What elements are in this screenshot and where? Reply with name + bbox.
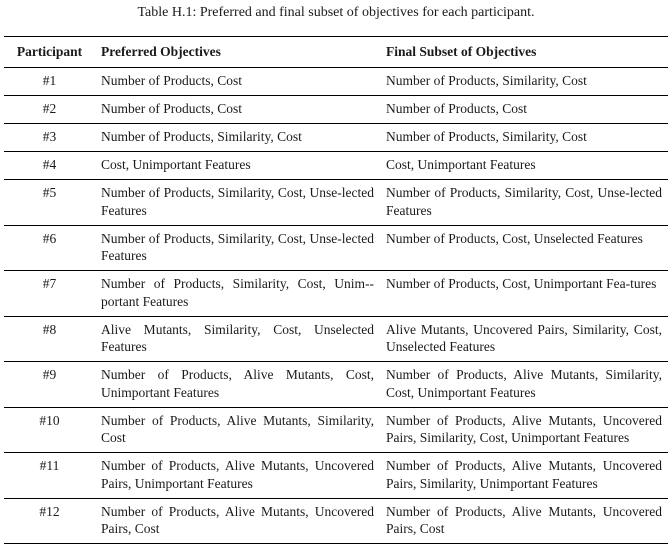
- table-row: [4, 407, 668, 453]
- objectives-table: [4, 36, 668, 544]
- preferred-cell: Number of Products, Similarity, Cost, Unim-portant Features: [95, 271, 380, 317]
- final-cell: Number of Products, Alive Mutants, Uncovered Pairs, Similarity, Cost, Unimportant Features: [380, 407, 668, 453]
- table-row: [4, 453, 668, 499]
- header-preferred-objectives: Preferred Objectives: [95, 37, 380, 68]
- participant-cell: #8: [4, 316, 95, 362]
- participant-cell: #12: [4, 498, 95, 544]
- preferred-cell: Number of Products, Similarity, Cost: [95, 124, 380, 152]
- final-cell: Number of Products, Similarity, Cost, Unse-lected Features: [380, 180, 668, 226]
- table-row: [4, 225, 668, 271]
- preferred-cell: Number of Products, Alive Mutants, Uncovered Pairs, Unimportant Features: [95, 453, 380, 499]
- participant-cell: #11: [4, 453, 95, 499]
- final-cell: Number of Products, Alive Mutants, Uncovered Pairs, Similarity, Unimportant Features: [380, 453, 668, 499]
- participant-cell: #1: [4, 68, 95, 96]
- participant-cell: #7: [4, 271, 95, 317]
- preferred-cell: Alive Mutants, Similarity, Cost, Unselected Features: [95, 316, 380, 362]
- participant-cell: #9: [4, 362, 95, 408]
- participant-cell: #2: [4, 96, 95, 124]
- final-cell: Number of Products, Similarity, Cost: [380, 68, 668, 96]
- final-cell: Number of Products, Similarity, Cost: [380, 124, 668, 152]
- preferred-cell: Number of Products, Cost: [95, 96, 380, 124]
- participant-cell: #5: [4, 180, 95, 226]
- header-final-subset: Final Subset of Objectives: [380, 37, 668, 68]
- preferred-cell: Number of Products, Similarity, Cost, Unse-lected Features: [95, 225, 380, 271]
- table-row: [4, 271, 668, 317]
- table-caption: Table H.1: Preferred and final subset of objectives for each participant.: [137, 5, 535, 20]
- final-cell: Cost, Unimportant Features: [380, 152, 668, 180]
- table-row: [4, 152, 668, 180]
- participant-cell: #6: [4, 225, 95, 271]
- table-row: [4, 362, 668, 408]
- final-cell: Number of Products, Cost, Unimportant Fea-tures: [380, 271, 668, 317]
- final-cell: Number of Products, Alive Mutants, Similarity, Cost, Unimportant Features: [380, 362, 668, 408]
- final-cell: Number of Products, Cost: [380, 96, 668, 124]
- table-row: [4, 124, 668, 152]
- preferred-cell: Number of Products, Alive Mutants, Cost, Unimportant Features: [95, 362, 380, 408]
- table-row: [4, 180, 668, 226]
- final-cell: Number of Products, Alive Mutants, Uncovered Pairs, Cost: [380, 498, 668, 544]
- participant-cell: #3: [4, 124, 95, 152]
- header-participant: Participant: [4, 37, 95, 68]
- table-row: [4, 96, 668, 124]
- table-row: [4, 316, 668, 362]
- preferred-cell: Number of Products, Alive Mutants, Uncovered Pairs, Cost: [95, 498, 380, 544]
- preferred-cell: Cost, Unimportant Features: [95, 152, 380, 180]
- final-cell: Alive Mutants, Uncovered Pairs, Similarity, Cost, Unselected Features: [380, 316, 668, 362]
- table-row: [4, 498, 668, 544]
- preferred-cell: Number of Products, Cost: [95, 68, 380, 96]
- table-row: [4, 68, 668, 96]
- participant-cell: #10: [4, 407, 95, 453]
- final-cell: Number of Products, Cost, Unselected Features: [380, 225, 668, 271]
- preferred-cell: Number of Products, Similarity, Cost, Unse-lected Features: [95, 180, 380, 226]
- participant-cell: #4: [4, 152, 95, 180]
- header-row: [4, 37, 668, 68]
- preferred-cell: Number of Products, Alive Mutants, Similarity, Cost: [95, 407, 380, 453]
